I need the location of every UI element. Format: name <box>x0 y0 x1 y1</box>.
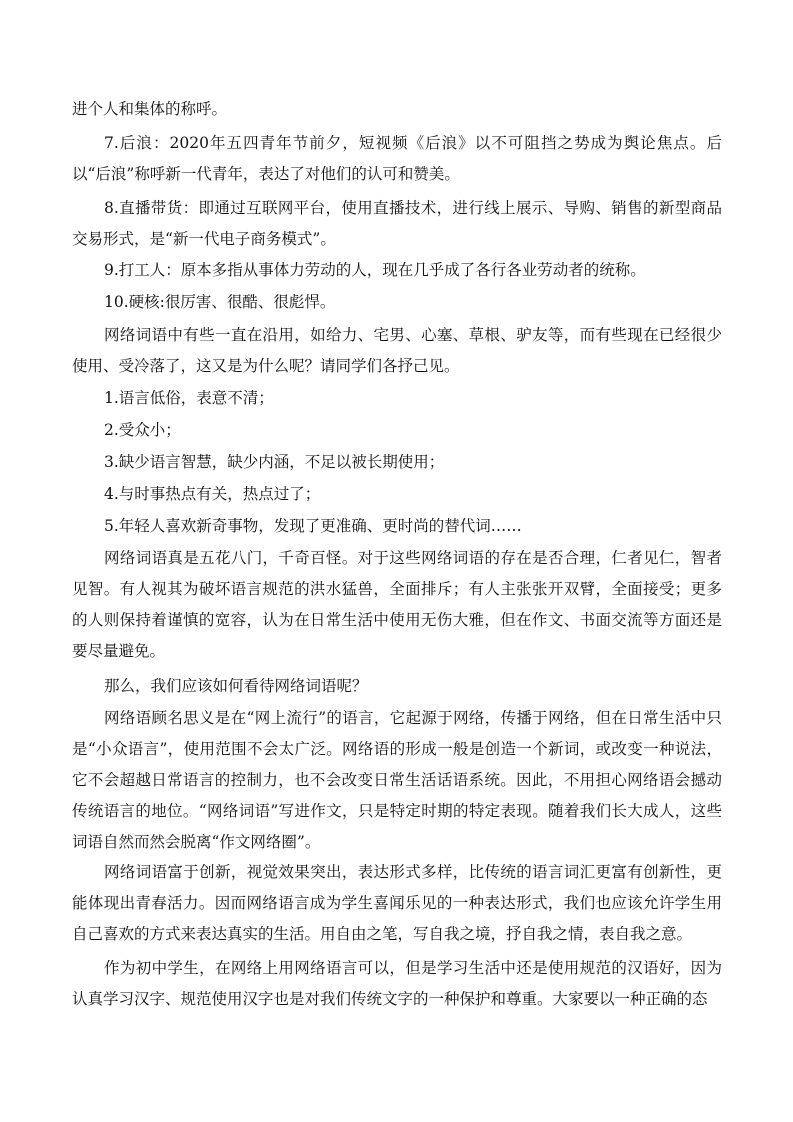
paragraph-item-8: 8.直播带货：即通过互联网平台，使用直播技术，进行线上展示、导购、销售的新型商品交易形式，是“新一代电子商务模式”。 <box>72 199 722 248</box>
paragraph-item-7: 7.后浪：2020年五四青年节前夕，短视频《后浪》以不可阻挡之势成为舆论焦点。后以“后浪”称呼新一代青年，表达了对他们的认可和赞美。 <box>72 134 722 183</box>
paragraph-origin: 网络语顾名思义是在“网上流行”的语言，它起源于网络，传播于网络，但在日常生活中只是“小众语言”，使用范围不会太广泛。网络语的形成一般是创造一个新词，或改变一种说法，它不会超越日常语言的控制力，也不会改变日常生活话语系统。因此，不用担心网络语会撼动传统语言的地位。“网络词语”写进作文，只是特定时期的特定表现。随着我们长大成人，这些词语自然而然会脱离“作文网络圈”。 <box>72 709 722 851</box>
paragraph-continuation: 进个人和集体的称呼。 <box>72 100 228 118</box>
paragraph-conclusion: 作为初中学生，在网络上用网络语言可以，但是学习生活中还是使用规范的汉语好，因为认真学习汉字、规范使用汉字也是对我们传统文字的一种保护和尊重。大家要以一种正确的态 <box>72 959 722 1008</box>
list-item-2: 2.受众小； <box>104 421 181 439</box>
paragraph-item-9: 9.打工人：原本多指从事体力劳动的人，现在几乎成了各行各业劳动者的统称。 <box>104 261 646 279</box>
paragraph-question: 网络词语中有些一直在沿用，如给力、宅男、心塞、草根、驴友等，而有些现在已经很少使用、受冷落了，这又是为什么呢？请同学们各抒己见。 <box>72 326 722 375</box>
paragraph-opinions: 网络词语真是五花八门，千奇百怪。对于这些网络词语的存在是否合理，仁者见仁，智者见智。有人视其为破坏语言规范的洪水猛兽，全面排斥；有人主张张开双臂，全面接受；更多的人则保持着谨慎的宽容，认为在日常生活中使用无伤大雅，但在作文、书面交流等方面还是要尽量避免。 <box>72 549 722 660</box>
list-item-3: 3.缺少语言智慧，缺少内涵，不足以被长期使用； <box>104 453 445 471</box>
list-item-5: 5.年轻人喜欢新奇事物，发现了更准确、更时尚的替代词…… <box>104 517 522 535</box>
list-item-4: 4.与时事热点有关，热点过了； <box>104 485 321 503</box>
paragraph-item-10: 10.硬核:很厉害、很酷、很彪悍。 <box>104 293 336 311</box>
paragraph-question-2: 那么，我们应该如何看待网络词语呢？ <box>104 677 368 695</box>
list-item-1: 1.语言低俗，表意不清； <box>104 389 274 407</box>
paragraph-innovation: 网络词语富于创新，视觉效果突出，表达形式多样，比传统的语言词汇更富有创新性，更能体现出青春活力。因而网络语言成为学生喜闻乐见的一种表达形式，我们也应该允许学生用自己喜欢的方式来表达真实的生活。用自由之笔，写自我之境，抒自我之情，表自我之意。 <box>72 863 722 943</box>
